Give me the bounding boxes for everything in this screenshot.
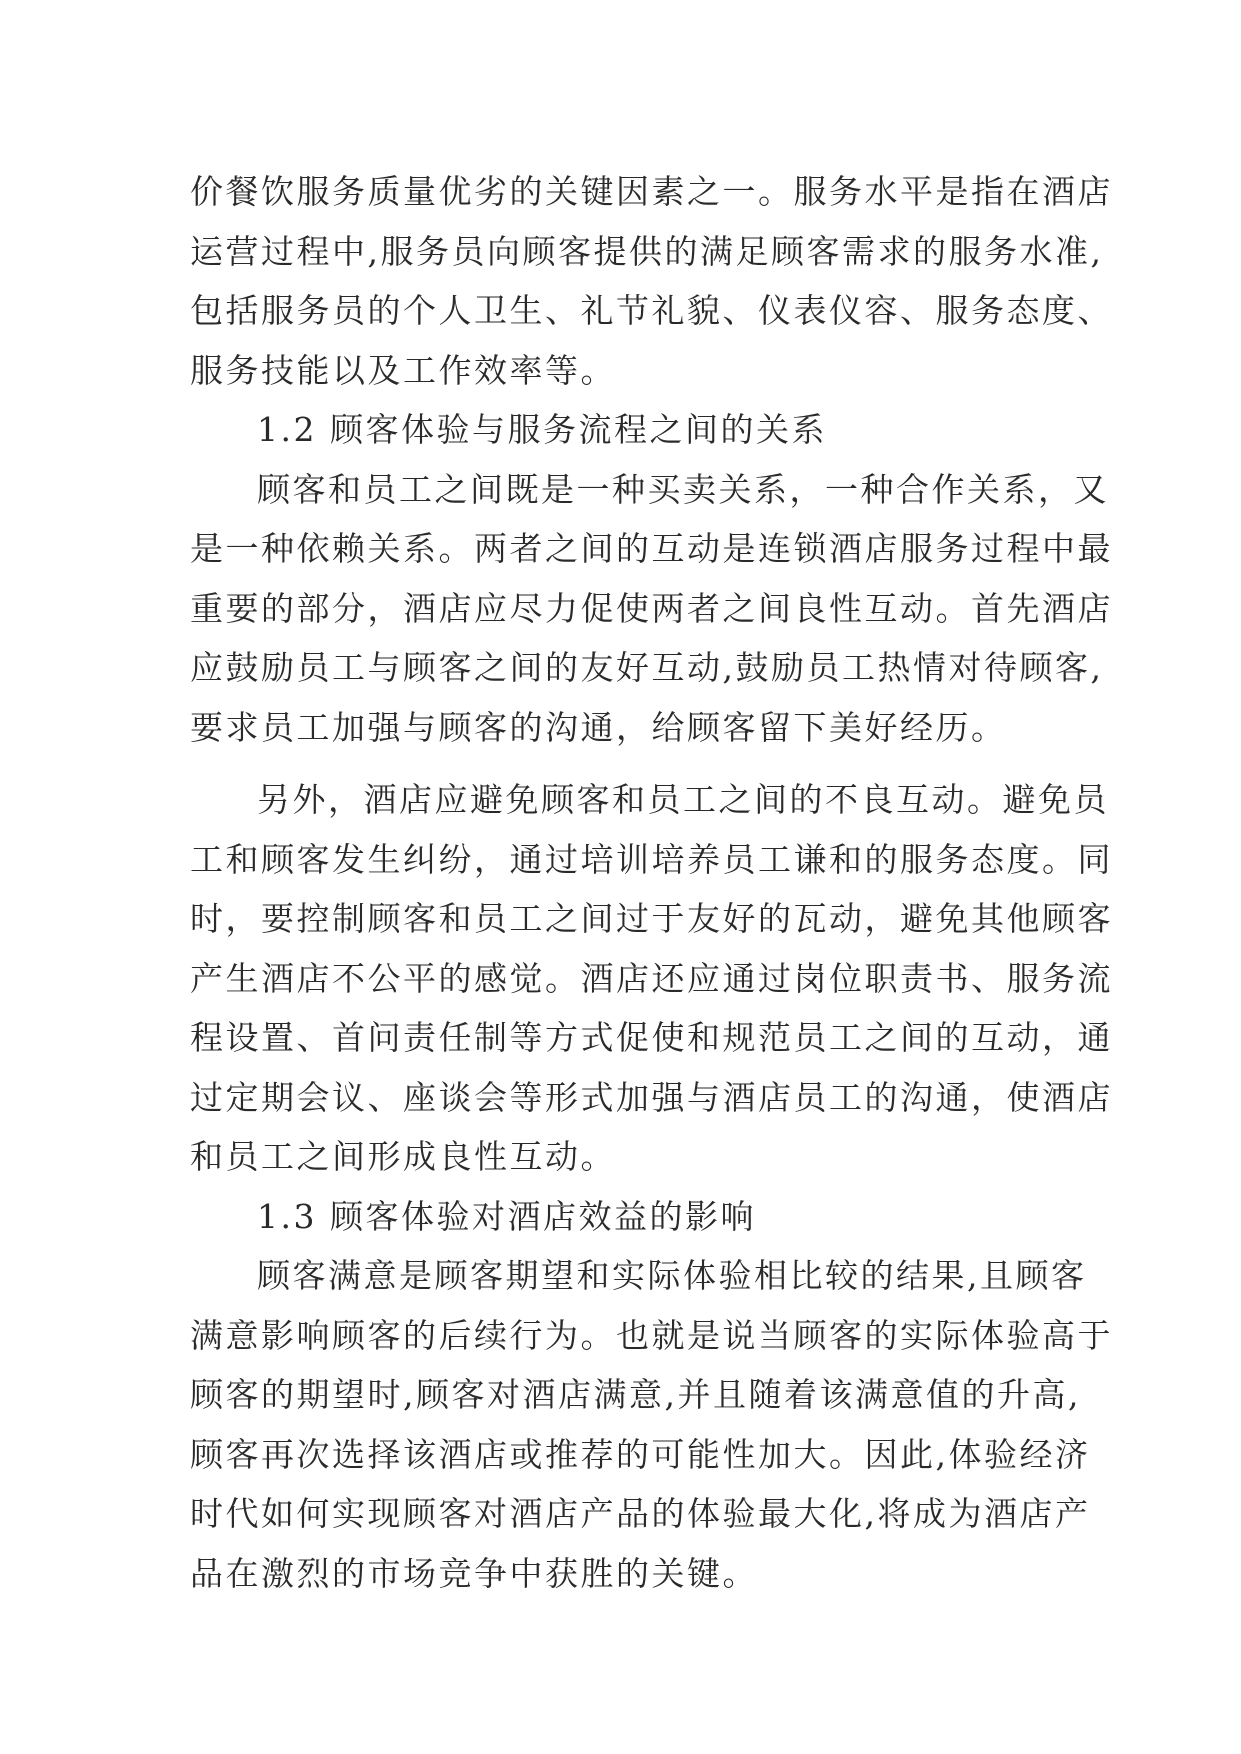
text-line: 品在激烈的市场竞争中获胜的关键。 bbox=[190, 1553, 758, 1593]
text-line: 运营过程中,服务员向顾客提供的满足顾客需求的服务水准, bbox=[190, 231, 1104, 271]
section-heading bbox=[190, 400, 1070, 460]
paragraph bbox=[190, 460, 1113, 758]
paragraph bbox=[190, 770, 1113, 1187]
heading-text: 1.2 顾客体验与服务流程之间的关系 bbox=[257, 410, 827, 449]
text-line: 满意影响顾客的后续行为。也就是说当顾客的实际体验高于 bbox=[190, 1315, 1113, 1355]
text-line: 顾客满意是顾客期望和实际体验相比较的结果,且顾客 bbox=[257, 1256, 1087, 1295]
text-line: 过定期会议、座谈会等形式加强与酒店员工的沟通，使酒店 bbox=[190, 1077, 1113, 1117]
text-line: 和员工之间形成良性互动。 bbox=[190, 1137, 616, 1176]
paragraph bbox=[190, 1246, 1113, 1603]
text-line: 应鼓励员工与顾客之间的友好互动,鼓励员工热情对待顾客, bbox=[190, 648, 1104, 687]
text-line: 时，要控制顾客和员工之间过于友好的瓦动，避免其他顾客 bbox=[190, 899, 1113, 938]
document-page bbox=[190, 162, 1113, 1603]
text-line: 产生酒店不公平的感觉。酒店还应通过岗位职责书、服务流 bbox=[190, 958, 1113, 998]
text-line: 服务技能以及工作效率等。 bbox=[190, 350, 616, 390]
text-line: 时代如何实现顾客对酒店产品的体验最大化,将成为酒店产 bbox=[190, 1494, 1091, 1533]
text-line: 重要的部分，酒店应尽力促使两者之间良性互动。首先酒店 bbox=[190, 588, 1113, 628]
text-line: 要求员工加强与顾客的沟通，给顾客留下美好经历。 bbox=[190, 707, 1007, 747]
text-line: 价餐饮服务质量优劣的关键因素之一。服务水平是指在酒店 bbox=[190, 172, 1113, 211]
text-line: 工和顾客发生纠纷，通过培训培养员工谦和的服务态度。同 bbox=[190, 839, 1113, 879]
text-line: 顾客再次选择该酒店或推荐的可能性加大。因此,体验经济 bbox=[190, 1434, 1091, 1474]
text-line: 顾客的期望时,顾客对酒店满意,并且随着该满意值的升高, bbox=[190, 1375, 1081, 1414]
section-heading bbox=[190, 1187, 1070, 1247]
paragraph bbox=[190, 162, 1113, 400]
paragraph-gap bbox=[190, 757, 1070, 770]
text-line: 另外，酒店应避免顾客和员工之间的不良互动。避免员 bbox=[257, 780, 1109, 819]
heading-text: 1.3 顾客体验对酒店效益的影响 bbox=[257, 1196, 756, 1236]
text-line: 包括服务员的个人卫生、礼节礼貌、仪表仪容、服务态度、 bbox=[190, 291, 1113, 330]
text-line: 程设置、首问责任制等方式促使和规范员工之间的互动，通 bbox=[190, 1018, 1113, 1057]
text-line: 是一种依赖关系。两者之间的互动是连锁酒店服务过程中最 bbox=[190, 529, 1113, 568]
text-line: 顾客和员工之间既是一种买卖关系，一种合作关系，又 bbox=[257, 469, 1109, 509]
